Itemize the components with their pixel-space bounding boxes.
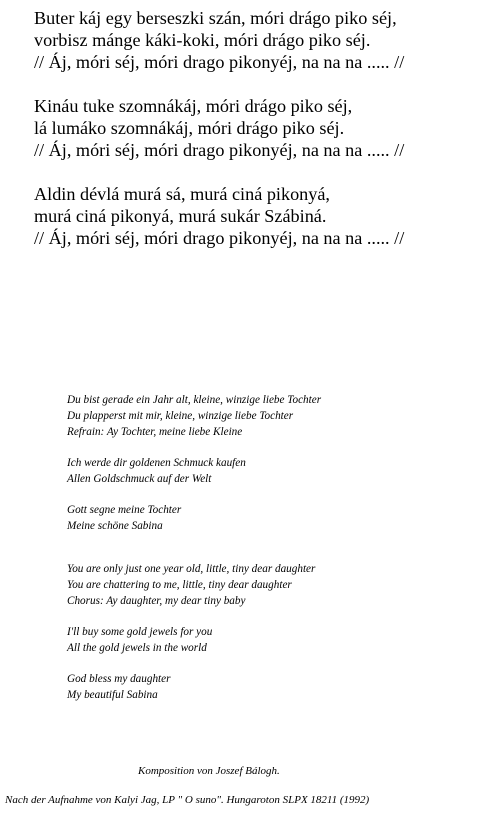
- refrain-line: // Áj, móri séj, móri drago pikonyéj, na na na ..... //: [34, 140, 405, 160]
- romani-stanza-3: [34, 183, 489, 249]
- english-stanza-3: [67, 671, 487, 703]
- german-translation: [67, 392, 487, 549]
- english-stanza-2: [67, 624, 487, 656]
- romani-stanza-1: [34, 7, 489, 73]
- translation-line: Chorus: Ay daughter, my dear tiny baby: [67, 595, 246, 607]
- translation-line: Gott segne meine Tochter: [67, 504, 182, 516]
- translation-line: Ich werde dir goldenen Schmuck kaufen: [67, 457, 246, 469]
- translation-line: Meine schöne Sabina: [67, 520, 163, 532]
- english-translation: [67, 561, 487, 718]
- lyric-line: Kináu tuke szomnákáj, móri drágo piko séj,: [34, 96, 353, 116]
- german-stanza-3: [67, 502, 487, 534]
- translation-line: Refrain: Ay Tochter, meine liebe Kleine: [67, 426, 243, 438]
- composer-credit: Komposition von Joszef Bálogh.: [138, 765, 280, 777]
- translation-line: God bless my daughter: [67, 673, 171, 685]
- english-stanza-1: [67, 561, 487, 609]
- refrain-line: // Áj, móri séj, móri drago pikonyéj, na na na ..... //: [34, 228, 405, 248]
- lyric-line: murá ciná pikonyá, murá sukár Szábiná.: [34, 206, 327, 226]
- lyric-line: vorbisz mánge káki-koki, móri drágo piko séj.: [34, 30, 371, 50]
- lyric-line: Aldin dévlá murá sá, murá ciná pikonyá,: [34, 184, 330, 204]
- translation-line: My beautiful Sabina: [67, 689, 158, 701]
- translation-line: You are only just one year old, little, tiny dear daughter: [67, 563, 316, 575]
- translation-line: Du bist gerade ein Jahr alt, kleine, winzige liebe Tochter: [67, 394, 322, 406]
- romani-stanza-2: [34, 95, 489, 161]
- recording-credit: Nach der Aufnahme von Kalyi Jag, LP " O suno". Hungaroton SLPX 18211 (1992): [5, 794, 370, 806]
- romani-lyrics: [34, 7, 489, 271]
- translation-line: All the gold jewels in the world: [67, 642, 207, 654]
- lyric-line: Buter káj egy berseszki szán, móri drágo piko séj,: [34, 8, 397, 28]
- translation-line: You are chattering to me, little, tiny dear daughter: [67, 579, 292, 591]
- translation-line: Allen Goldschmuck auf der Welt: [67, 473, 212, 485]
- translation-line: Du plapperst mit mir, kleine, winzige liebe Tochter: [67, 410, 294, 422]
- refrain-line: // Áj, móri séj, móri drago pikonyéj, na na na ..... //: [34, 52, 405, 72]
- german-stanza-1: [67, 392, 487, 440]
- german-stanza-2: [67, 455, 487, 487]
- translation-line: I'll buy some gold jewels for you: [67, 626, 213, 638]
- lyric-line: lá lumáko szomnákáj, móri drágo piko séj.: [34, 118, 345, 138]
